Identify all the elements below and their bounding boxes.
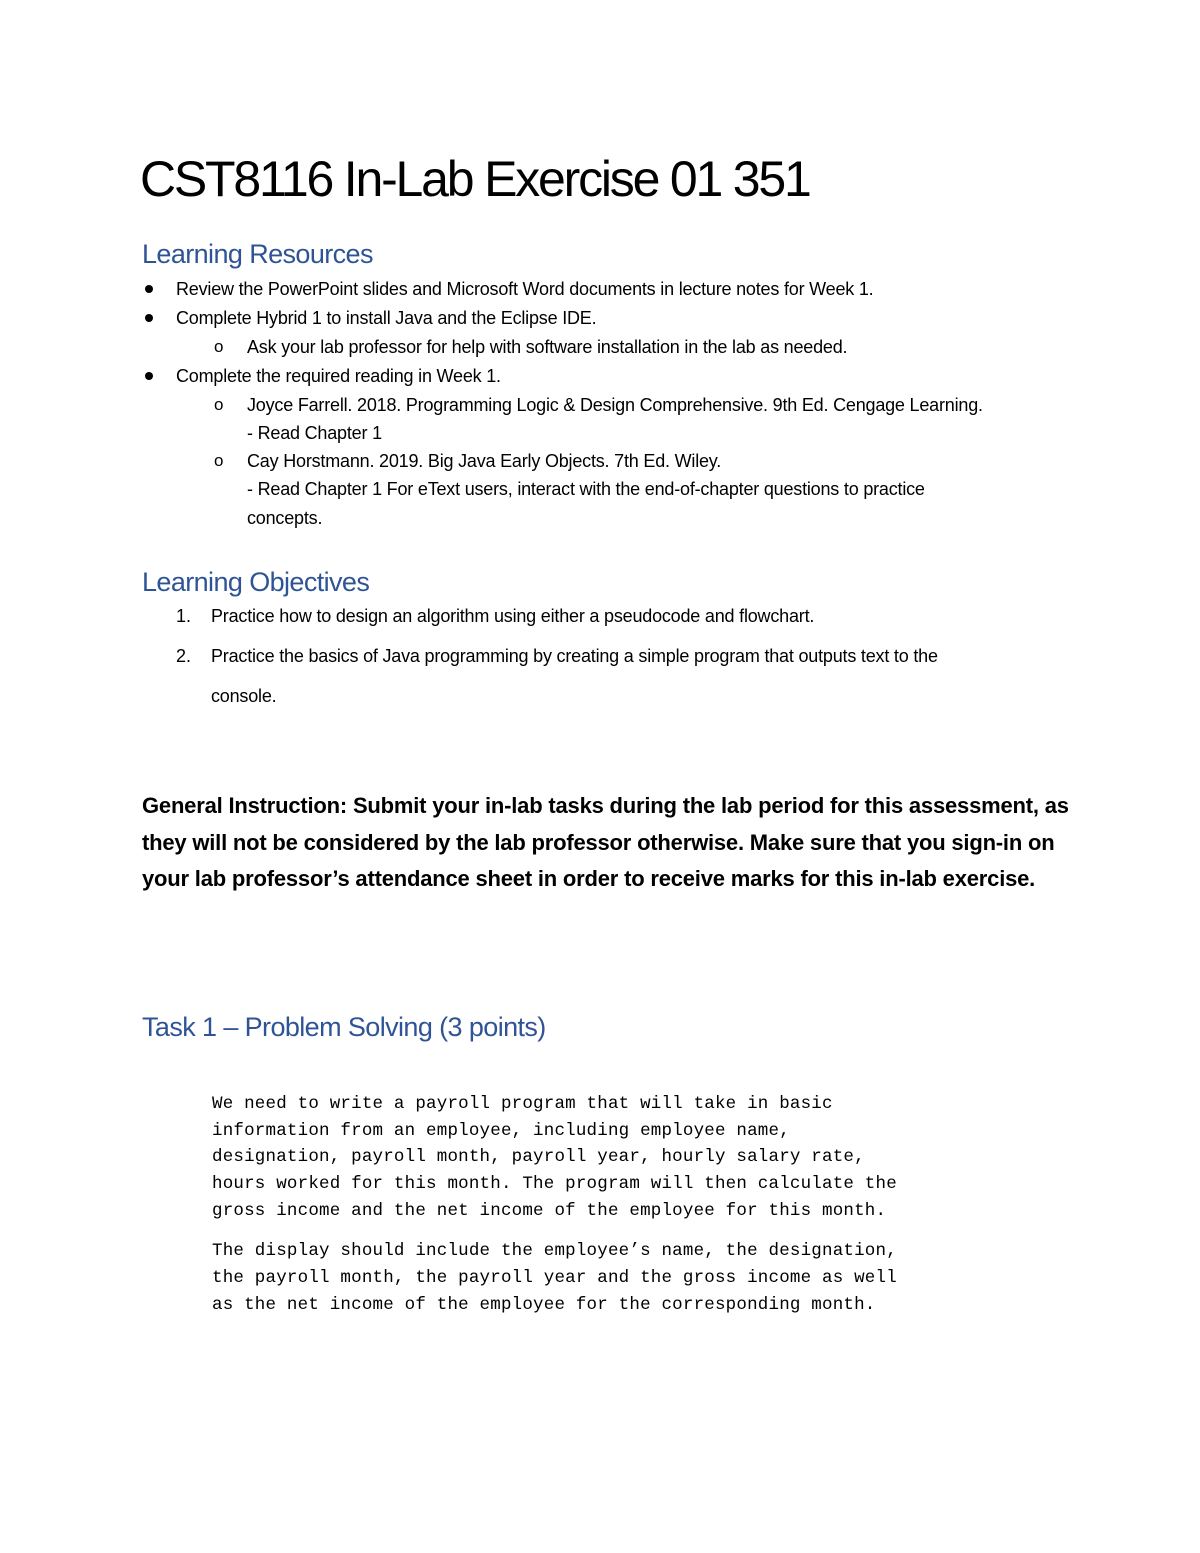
task1-heading: Task 1 – Problem Solving (3 points): [142, 1012, 546, 1042]
list-item-continuation: console.: [211, 686, 277, 706]
sub-bullet-marker: o: [214, 451, 224, 470]
bullet-icon: [145, 314, 153, 322]
general-instruction: General Instruction: Submit your in-lab tasks during the lab period for this assessment, as they will not be considered by the lab professor otherwise. Make sure that you sign-in on your lab professor’s attendance sheet in order to receive marks for this in-lab exercise.: [142, 793, 1069, 891]
list-number: 2.: [176, 646, 192, 666]
description-line: information from an employee, including employee name,: [212, 1121, 790, 1141]
sub-bullet-marker: o: [214, 395, 224, 414]
list-item: Joyce Farrell. 2018. Programming Logic & Design Comprehensive. 9th Ed. Cengage Learning.: [247, 395, 983, 415]
document-title: CST8116 In-Lab Exercise 01 351: [140, 151, 810, 207]
description-line: gross income and the net income of the employee for this month.: [212, 1201, 887, 1221]
description-line: as the net income of the employee for the corresponding month.: [212, 1295, 876, 1315]
learning-objectives-heading: Learning Objectives: [142, 567, 370, 597]
list-item-continuation: - Read Chapter 1 For eText users, interact with the end-of-chapter questions to practice: [247, 479, 925, 499]
learning-resources-heading: Learning Resources: [142, 239, 373, 269]
list-item-continuation: concepts.: [247, 508, 323, 528]
list-item: Cay Horstmann. 2019. Big Java Early Objects. 7th Ed. Wiley.: [247, 451, 722, 471]
bullet-icon: [145, 372, 153, 380]
description-line: hours worked for this month. The program will then calculate the: [212, 1174, 897, 1194]
list-number: 1.: [176, 606, 192, 626]
list-item: Practice how to design an algorithm using either a pseudocode and flowchart.: [211, 606, 815, 626]
list-item: Practice the basics of Java programming by creating a simple program that outputs text to the: [211, 646, 938, 666]
description-line: We need to write a payroll program that will take in basic: [212, 1094, 833, 1114]
description-line: designation, payroll month, payroll year, hourly salary rate,: [212, 1147, 865, 1167]
list-item-continuation: - Read Chapter 1: [247, 423, 382, 443]
list-item: Review the PowerPoint slides and Microsoft Word documents in lecture notes for Week 1.: [176, 279, 874, 299]
list-item: Complete Hybrid 1 to install Java and the Eclipse IDE.: [176, 308, 597, 328]
description-line: the payroll month, the payroll year and the gross income as well: [212, 1268, 897, 1288]
description-line: The display should include the employee’s name, the designation,: [212, 1241, 897, 1261]
sub-bullet-marker: o: [214, 337, 224, 356]
list-item: Ask your lab professor for help with software installation in the lab as needed.: [247, 337, 848, 357]
bullet-icon: [145, 285, 153, 293]
list-item: Complete the required reading in Week 1.: [176, 366, 501, 386]
